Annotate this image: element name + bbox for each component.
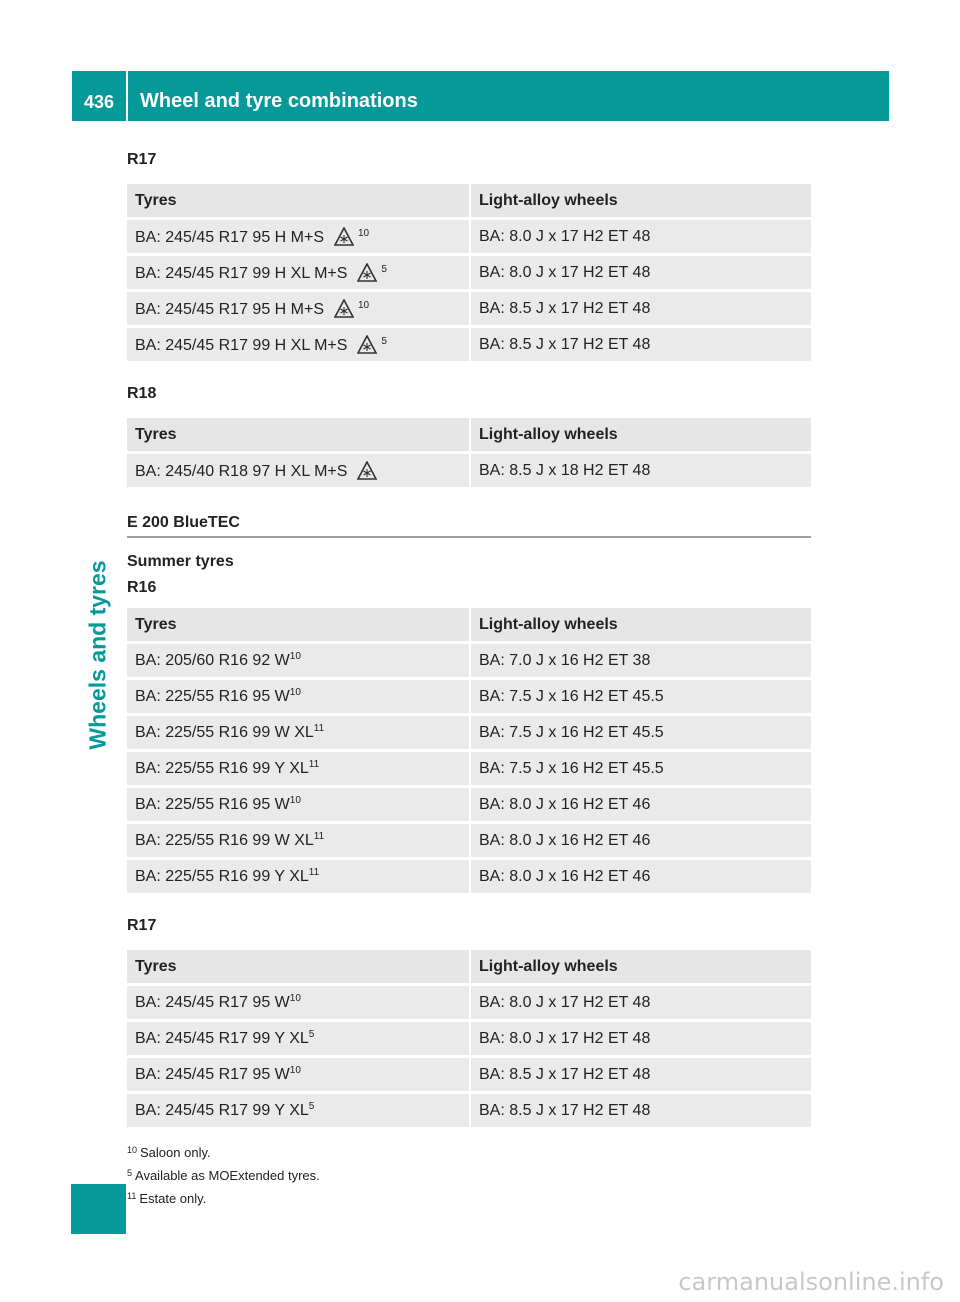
tyre-cell: BA: 245/45 R17 95 H M+S $^{10}$ (127, 291, 470, 327)
wheel-cell: BA: 7.5 J x 16 H2 ET 45.5 (470, 679, 811, 715)
wheel-cell: BA: 8.5 J x 17 H2 ET 48 (470, 327, 811, 363)
footnote-ref: 5 (381, 335, 387, 347)
page-title: Wheel and tyre combinations (140, 89, 418, 112)
footnote: $^5$ Available as MOExtended tyres. (127, 1168, 320, 1183)
table-row (127, 715, 811, 751)
tyre-cell: BA: 245/45 R17 99 H XL M+S $^5$ (127, 327, 470, 363)
column-header-wheels: Light-alloy wheels (470, 608, 811, 643)
tyre-table-r18 (127, 418, 811, 490)
section-heading-r17: R17 (127, 151, 157, 168)
tyre-cell: BA: 225/55 R16 99 Y XL$^{11}$ (127, 859, 470, 895)
table-row (127, 1057, 811, 1093)
wheel-cell: BA: 8.0 J x 16 H2 ET 46 (470, 823, 811, 859)
column-header-tyres: Tyres (127, 418, 470, 453)
footnote-ref: 10 (358, 299, 370, 311)
wheel-cell: BA: 7.5 J x 16 H2 ET 45.5 (470, 751, 811, 787)
footnote-ref: 11 (313, 830, 325, 842)
tyre-cell: BA: 225/55 R16 99 Y XL$^{11}$ (127, 751, 470, 787)
tyre-cell: BA: 245/45 R17 99 H XL M+S $^5$ (127, 255, 470, 291)
footnote: $^{11}$ Estate only. (127, 1191, 207, 1206)
main-content (127, 150, 811, 1209)
column-header-wheels: Light-alloy wheels (470, 184, 811, 219)
winter-tyre-icon (357, 263, 377, 283)
tyre-cell: BA: 225/55 R16 95 $W^{10}$ (127, 679, 470, 715)
wheel-cell: BA: 7.5 J x 16 H2 ET 45.5 (470, 715, 811, 751)
table-row (127, 255, 811, 291)
section-heading-r17-summer: R17 (127, 917, 157, 934)
table-row (127, 453, 811, 489)
footnote-ref: 5 (381, 263, 387, 275)
tyre-cell: BA: 245/45 R17 99 Y $XL^5$ (127, 1093, 470, 1129)
table-row (127, 291, 811, 327)
section-heading-r18: R18 (127, 385, 157, 402)
footnote-ref: 10 (358, 227, 370, 239)
table-row (127, 643, 811, 679)
wheel-cell: BA: 8.5 J x 18 H2 ET 48 (470, 453, 811, 489)
footnote-ref: 11 (308, 758, 320, 770)
wheel-cell: BA: 8.5 J x 17 H2 ET 48 (470, 1057, 811, 1093)
column-header-wheels: Light-alloy wheels (470, 418, 811, 453)
wheel-cell: BA: 7.0 J x 16 H2 ET 38 (470, 643, 811, 679)
footnote-ref: 10 (289, 686, 301, 698)
tyre-cell: BA: 225/55 R16 95 $W^{10}$ (127, 787, 470, 823)
engine-heading: E 200 BlueTEC (127, 514, 811, 538)
chapter-tab (71, 1184, 126, 1234)
footnotes (127, 1140, 811, 1209)
tyre-cell: BA: 205/60 R16 92 $W^{10}$ (127, 643, 470, 679)
chapter-side-label: Wheels and tyres (84, 560, 111, 750)
footnote-ref: 5 (308, 1028, 315, 1040)
column-header-tyres: Tyres (127, 950, 470, 985)
tyre-table-r16-summer (127, 608, 811, 896)
footnote: $^{10}$ Saloon only. (127, 1145, 211, 1160)
table-row (127, 823, 811, 859)
footnote-ref: 10 (289, 794, 301, 806)
table-row (127, 751, 811, 787)
section-heading-r16: R16 (127, 579, 157, 596)
tyre-cell: BA: 245/40 R18 97 H XL M+S (127, 453, 470, 489)
table-row (127, 787, 811, 823)
wheel-cell: BA: 8.0 J x 17 H2 ET 48 (470, 255, 811, 291)
winter-tyre-icon (334, 227, 354, 247)
column-header-wheels: Light-alloy wheels (470, 950, 811, 985)
footnote-ref: 5 (308, 1100, 315, 1112)
tyre-cell: BA: 245/45 R17 95 H M+S $^{10}$ (127, 219, 470, 255)
wheel-cell: BA: 8.5 J x 17 H2 ET 48 (470, 1093, 811, 1129)
tyre-cell: BA: 245/45 R17 95 $W^{10}$ (127, 1057, 470, 1093)
table-row (127, 679, 811, 715)
footnote-ref: 11 (308, 866, 320, 878)
winter-tyre-icon (357, 461, 377, 481)
table-row (127, 985, 811, 1021)
footnote-ref: 10 (289, 650, 301, 662)
column-header-tyres: Tyres (127, 184, 470, 219)
tyre-table-r17-summer (127, 950, 811, 1130)
wheel-cell: BA: 8.0 J x 17 H2 ET 48 (470, 985, 811, 1021)
watermark: carmanualsonline.info (678, 1268, 944, 1296)
wheel-cell: BA: 8.0 J x 16 H2 ET 46 (470, 787, 811, 823)
table-row (127, 327, 811, 363)
summer-tyres-heading: Summer tyres (127, 553, 234, 570)
wheel-cell: BA: 8.0 J x 16 H2 ET 46 (470, 859, 811, 895)
wheel-cell: BA: 8.5 J x 17 H2 ET 48 (470, 291, 811, 327)
wheel-cell: BA: 8.0 J x 17 H2 ET 48 (470, 1021, 811, 1057)
winter-tyre-icon (334, 299, 354, 319)
wheel-cell: BA: 8.0 J x 17 H2 ET 48 (470, 219, 811, 255)
tyre-cell: BA: 245/45 R17 99 Y $XL^5$ (127, 1021, 470, 1057)
tyre-cell: BA: 225/55 R16 99 W XL$^{11}$ (127, 823, 470, 859)
table-row (127, 1093, 811, 1129)
table-row (127, 1021, 811, 1057)
footnote-ref: 10 (289, 1064, 301, 1076)
footnote-ref: 10 (289, 992, 301, 1004)
tyre-cell: BA: 225/55 R16 99 W XL$^{11}$ (127, 715, 470, 751)
table-row (127, 219, 811, 255)
footnote-ref: 11 (313, 722, 325, 734)
column-header-tyres: Tyres (127, 608, 470, 643)
page-header (72, 71, 889, 121)
page-number: 436 (72, 71, 128, 121)
tyre-table-r17-all-season (127, 184, 811, 364)
tyre-cell: BA: 245/45 R17 95 $W^{10}$ (127, 985, 470, 1021)
table-row (127, 859, 811, 895)
winter-tyre-icon (357, 335, 377, 355)
